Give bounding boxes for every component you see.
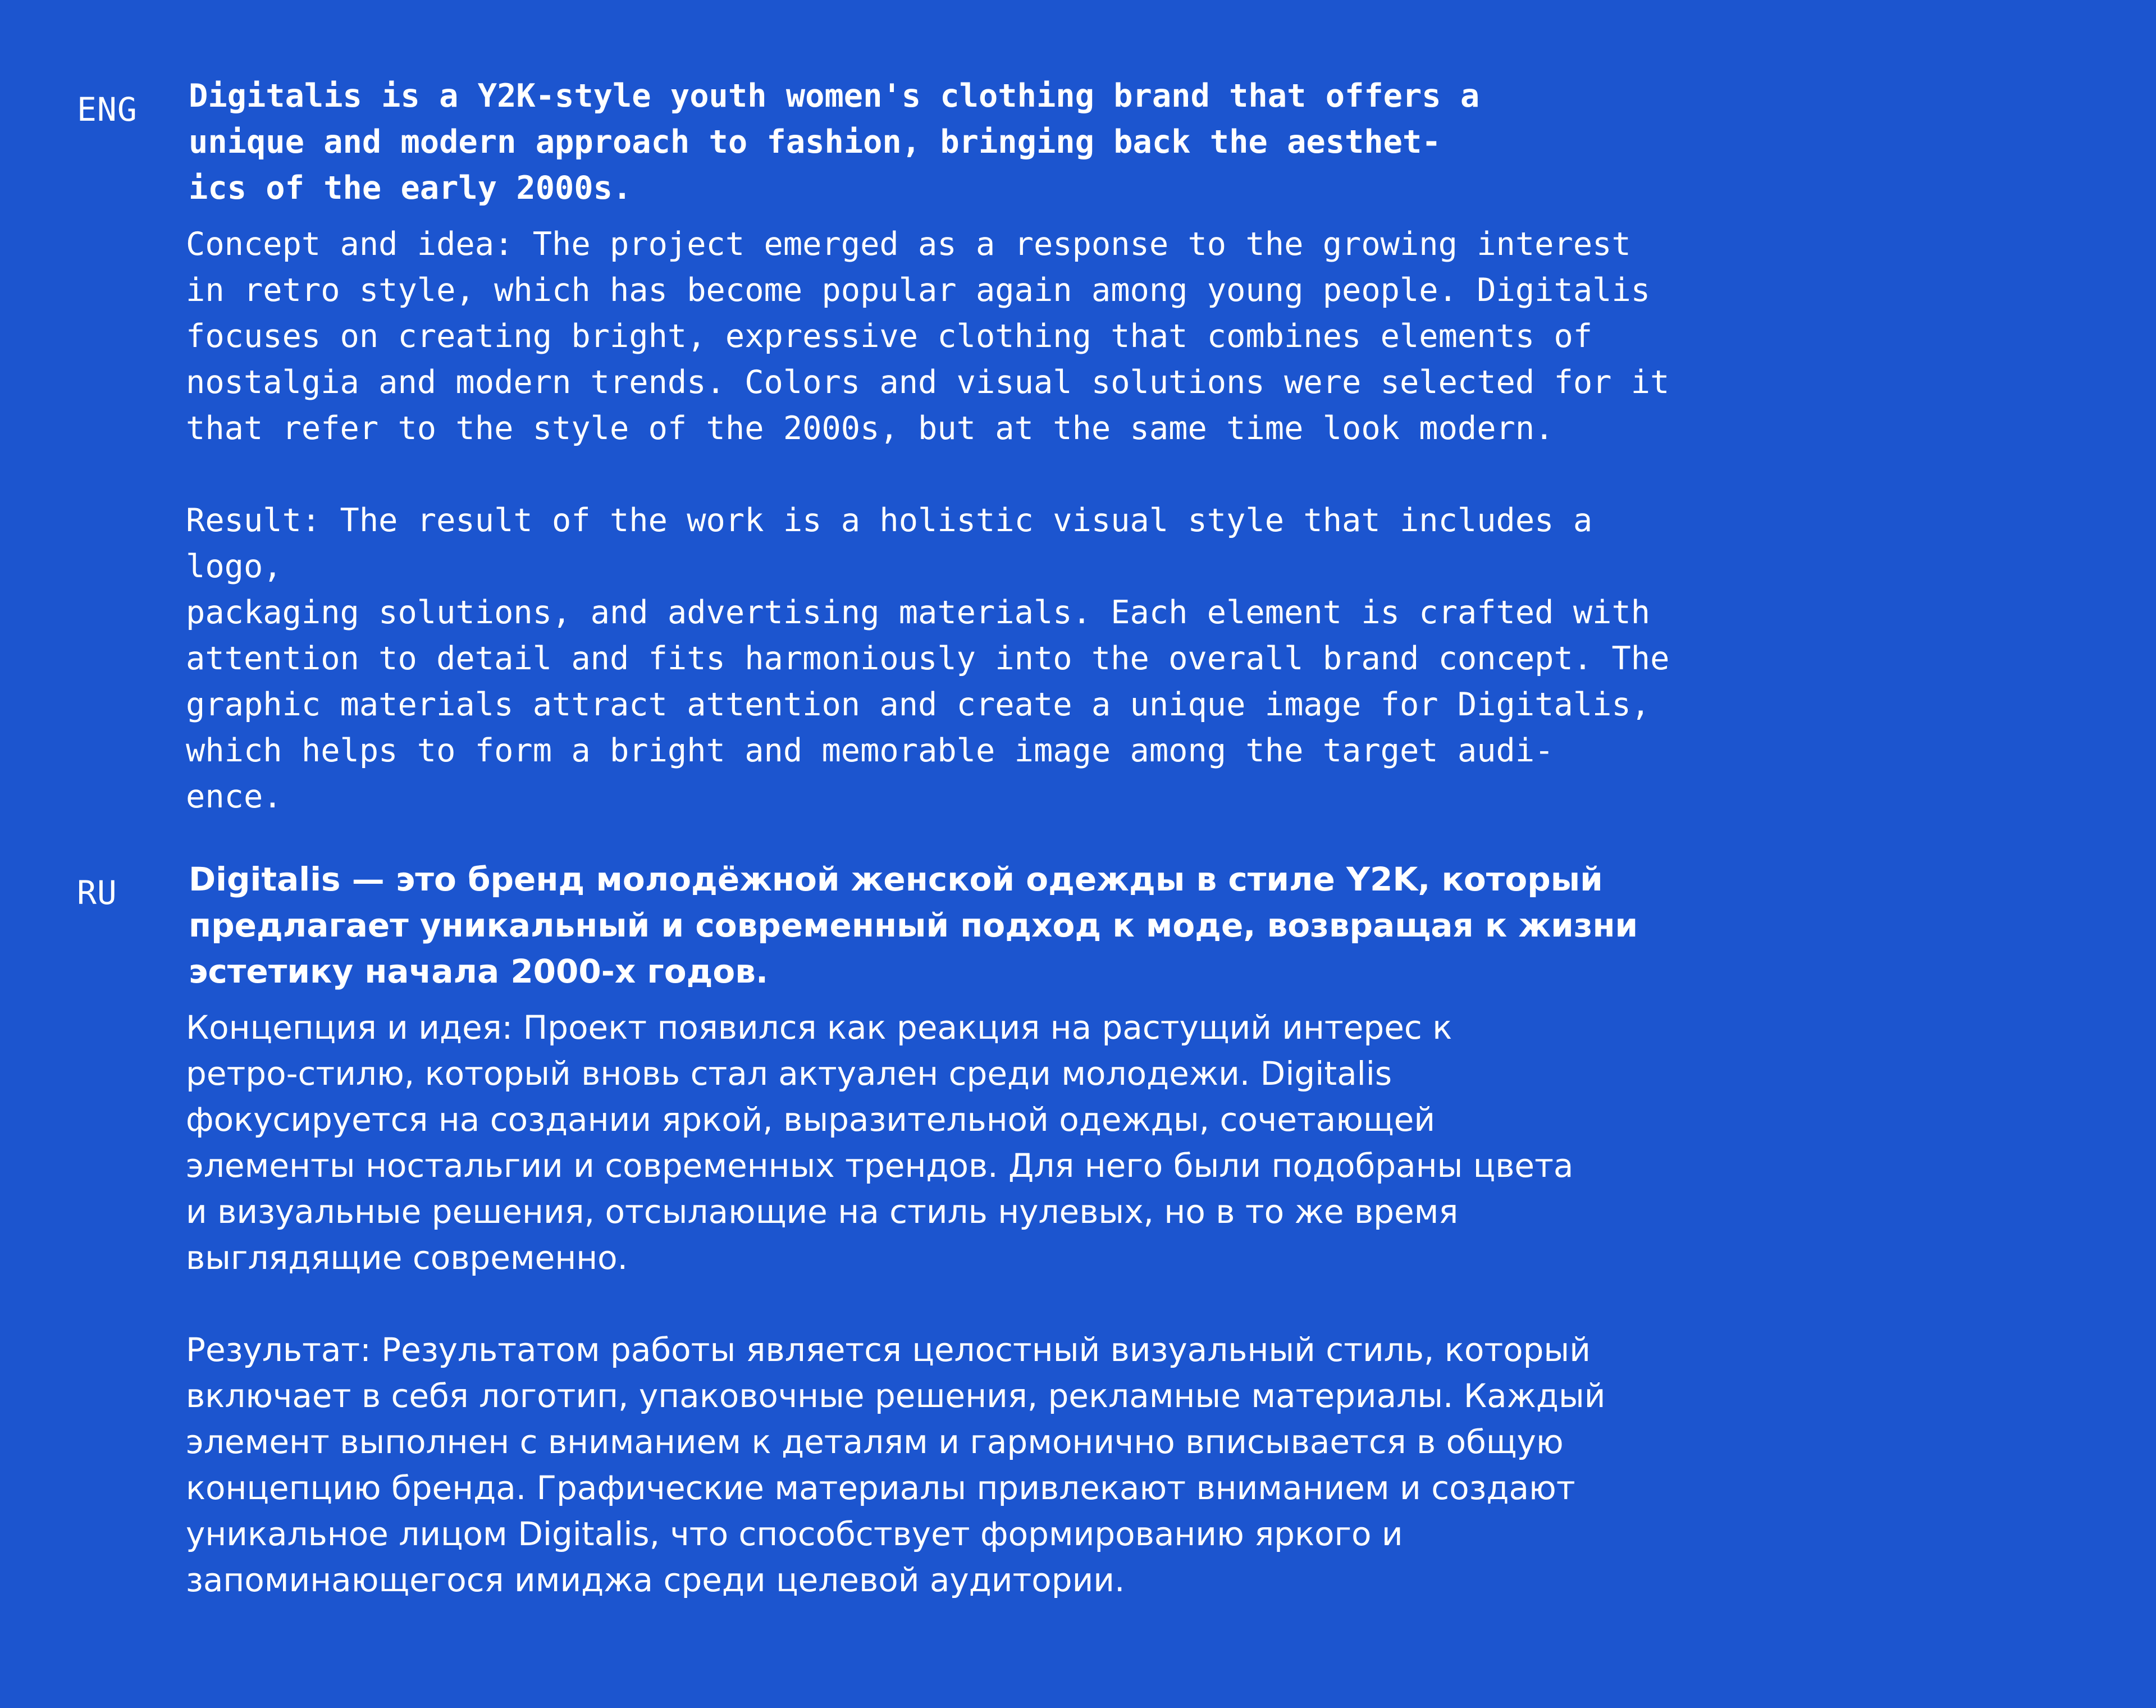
english-concept-paragraph: Concept and idea: The project emerged as a response to the growing interest in retro style, which has become popular again among young people. Digitalis focuses on creating bright, expressive clothing that combines elements of nostalgia and modern trends. Colors and visual solutions were selected for it that refer to the style of the 2000s, but at the same time look modern. (186, 226, 1670, 447)
language-label-eng: ENG (77, 90, 138, 129)
english-lead-paragraph: Digitalis is a Y2K-style youth women's clothing brand that offers a unique and modern approach to fashion, bringing back the aesthet- ics of the early 2000s. (189, 77, 1480, 207)
paragraph-spacer (186, 1281, 1696, 1327)
paragraph-spacer (186, 451, 1696, 497)
russian-lead-paragraph: Digitalis — это бренд молодёжной женской одежды в стиле Y2K, который предлагает уникальный и современный подход к моде, возвращая к жизни эстетику начала 2000-х годов. (189, 860, 1638, 990)
english-content (186, 73, 1696, 820)
russian-result-paragraph: Результат: Результатом работы является целостный визуальный стиль, который включает в себя логотип, упаковочные решения, рекламные материалы. Каждый элемент выполнен с вниманием к деталям и гармонично вписывается в общую концепцию бренда. Графические материалы привлекают вниманием и создают уникальное лицом Digitalis, что способствует формированию яркого и запоминающегося имиджа среди целевой аудитории. (186, 1331, 1606, 1599)
english-result-paragraph: Result: The result of the work is a holistic visual style that includes a logo, packaging solutions, and advertising materials. Each element is crafted with attention to detail and fits harmoniously into the overall brand concept. The graphic materials attract attention and create a unique image for Digitalis, which helps to form a bright and memorable image among the target audi- ence. (186, 502, 1670, 815)
russian-content (186, 856, 1696, 1603)
russian-concept-paragraph: Концепция и идея: Проект появился как реакция на растущий интерес к ретро-стилю, который вновь стал актуален среди молодежи. Digitalis фокусируется на создании яркой, выразительной одежды, сочетающей элементы ностальгии и современных трендов. Для него были подобраны цвета и визуальные решения, отсылающие на стиль нулевых, но в то же время выглядящие современно. (186, 1008, 1574, 1277)
language-label-ru: RU (77, 874, 117, 912)
